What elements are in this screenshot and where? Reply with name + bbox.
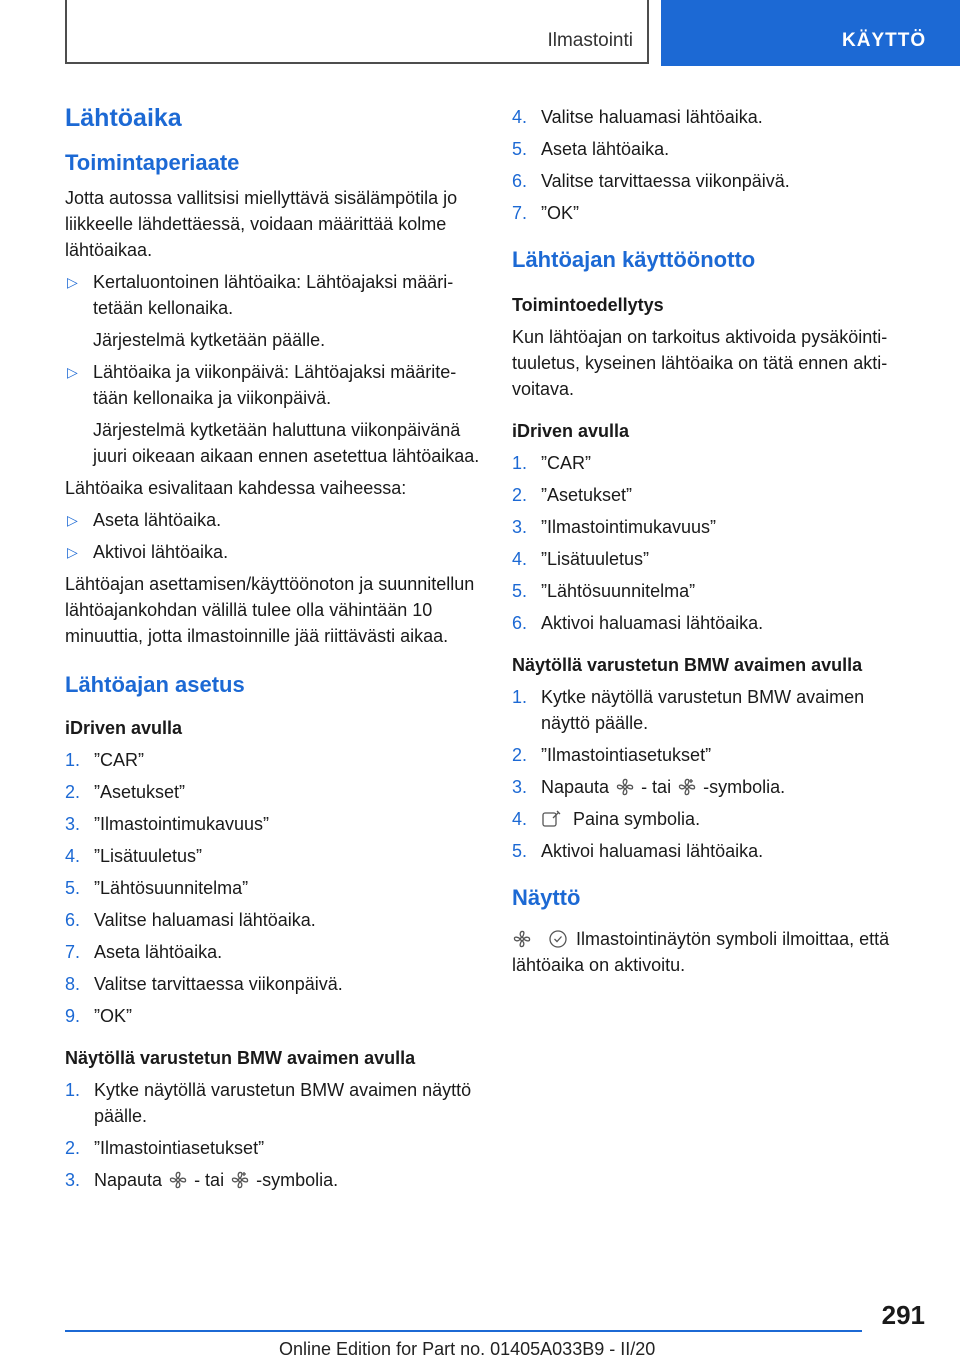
list-item: 1. Kytke näytöllä varustetun BMW avaimen näyttö päälle. xyxy=(512,687,865,733)
list-item: 7. Aseta lähtöaika. xyxy=(65,942,223,962)
list-item: 5. ”Lähtösuunnitelma” xyxy=(65,878,249,898)
section-tab xyxy=(65,0,649,64)
right-column xyxy=(512,96,917,984)
list-item: ▷ Lähtöaika ja viikonpäivä: Lähtöajaksi määritetään kellonaika ja viikonpäivä. Järjestelmä kytketään haluttuna viikonpäivänä juuri oikeaan aikaan ennen asetettua lähtöaikaa. xyxy=(65,359,480,469)
key-heading: Näytöllä varustetun BMW avaimen avulla xyxy=(65,1048,416,1068)
key-steps-list xyxy=(65,1077,480,1193)
bullet-triangle-icon: ▷ xyxy=(67,512,78,528)
list-item: 4. ”Lisätuuletus” xyxy=(65,846,203,866)
list-item: 2. ”Asetukset” xyxy=(65,782,186,802)
note-text: Lähtöajan asettamisen/käyttöönoton ja suunnitellun lähtöajankohdan välillä tulee olla vähintään 10 minuuttia, jotta ilmastoinnille jää riittävästi aikaa. xyxy=(65,574,475,646)
list-item: 3. ”Ilmastointimukavuus” xyxy=(512,517,717,537)
footer-divider xyxy=(65,1330,862,1332)
clock-check-icon xyxy=(548,929,568,949)
list-item: 6. Aktivoi haluamasi lähtöaika. xyxy=(512,613,764,633)
page-header xyxy=(0,0,960,66)
list-item: 7. ”OK” xyxy=(512,203,579,223)
list-item: 3. ”Ilmastointimukavuus” xyxy=(65,814,270,834)
idrive-heading: iDriven avulla xyxy=(65,718,183,738)
prereq-heading: Toimintoedellytys xyxy=(512,295,664,315)
activation-heading: Lähtöajan käyttöönotto xyxy=(512,247,756,272)
chapter-tab xyxy=(661,0,960,66)
principle-heading: Toimintaperiaate xyxy=(65,150,240,175)
fan-auto-icon xyxy=(230,1170,250,1190)
bullet-triangle-icon: ▷ xyxy=(67,274,78,290)
page-number: 291 xyxy=(881,1300,925,1330)
edit-timer-icon xyxy=(541,809,561,829)
fan-icon xyxy=(512,929,532,949)
setting-heading: Lähtöajan asetus xyxy=(65,672,245,697)
idrive-heading: iDriven avulla xyxy=(512,421,630,441)
list-item: 8. Valitse tarvittaessa viikonpäivä. xyxy=(65,974,343,994)
left-column xyxy=(65,96,480,1199)
bullet-triangle-icon: ▷ xyxy=(67,364,78,380)
departure-types-list xyxy=(65,269,480,469)
list-item: 1. Kytke näytöllä varustetun BMW avaimen näyttö päälle. xyxy=(65,1080,472,1126)
preset-steps-list xyxy=(65,507,480,565)
list-item: 5. Aseta lähtöaika. xyxy=(512,139,670,159)
list-item: 9. ”OK” xyxy=(65,1006,132,1026)
list-item: 6. Valitse haluamasi lähtöaika. xyxy=(65,910,316,930)
list-item: 5. ”Lähtösuunnitelma” xyxy=(512,581,696,601)
prereq-text: Kun lähtöajan on tarkoitus aktivoida pysäköintituuletus, kyseinen lähtöaika on tätä ennen aktivoitava. xyxy=(512,327,888,399)
fan-icon xyxy=(168,1170,188,1190)
edition-text: Online Edition for Part no. 01405A033B9 - II/20 xyxy=(279,1339,656,1359)
page-title: Lähtöaika xyxy=(65,104,182,132)
fan-icon xyxy=(615,777,635,797)
display-text: Ilmastointinäytön symboli ilmoittaa, että lähtöaika on aktivoitu. xyxy=(512,929,890,975)
key-heading: Näytöllä varustetun BMW avaimen avulla xyxy=(512,655,863,675)
list-item: 2. ”Ilmastointiasetukset” xyxy=(65,1138,265,1158)
list-item: 5. Aktivoi haluamasi lähtöaika. xyxy=(512,841,764,861)
list-item: 2. ”Asetukset” xyxy=(512,485,633,505)
list-item: 1. ”CAR” xyxy=(65,750,144,770)
list-item: 6. Valitse tarvittaessa viikonpäivä. xyxy=(512,171,790,191)
idrive-steps-list xyxy=(65,747,480,1029)
section-title: Ilmastointi xyxy=(547,30,633,51)
fan-auto-icon xyxy=(677,777,697,797)
list-item: 2. ”Ilmastointiasetukset” xyxy=(512,745,712,765)
list-item: 3. Napauta - tai -symbolia. xyxy=(65,1170,339,1190)
intro-text: Jotta autossa vallitsisi miellyttävä sisälämpötila jo liikkeelle lähdettäessä, voidaan määrittää kolme lähtöaikaa. xyxy=(65,188,458,260)
list-item: 3. Napauta - tai -symbolia. xyxy=(512,777,786,797)
key-steps-list xyxy=(512,684,917,864)
list-item: ▷ Aseta lähtöaika. xyxy=(65,507,480,533)
list-item: 1. ”CAR” xyxy=(512,453,591,473)
list-item: 4. Paina symbolia. xyxy=(512,809,701,829)
chapter-title: KÄYTTÖ xyxy=(842,30,927,51)
list-item: 4. Valitse haluamasi lähtöaika. xyxy=(512,107,763,127)
continued-steps-list xyxy=(512,104,917,226)
bullet-triangle-icon: ▷ xyxy=(67,544,78,560)
list-item: ▷ Aktivoi lähtöaika. xyxy=(65,539,480,565)
list-item: 4. ”Lisätuuletus” xyxy=(512,549,650,569)
idrive-steps-list xyxy=(512,450,917,636)
display-heading: Näyttö xyxy=(512,885,581,910)
list-item: ▷ Kertaluontoinen lähtöaika: Lähtöajaksi määritetään kellonaika. Järjestelmä kytketään päälle. xyxy=(65,269,480,353)
preset-text: Lähtöaika esivalitaan kahdessa vaiheessa: xyxy=(65,478,407,498)
